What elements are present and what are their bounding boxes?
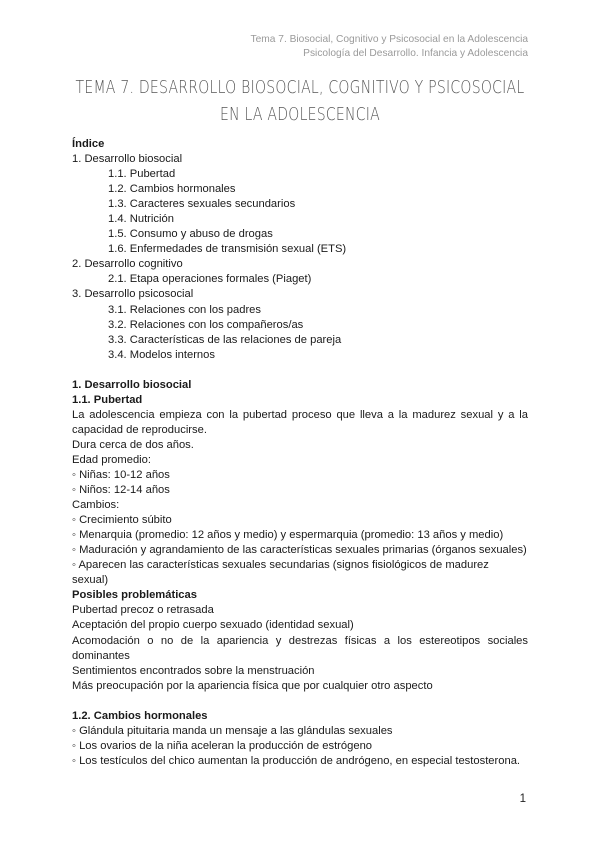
index-item: 2. Desarrollo cognitivo xyxy=(72,258,183,271)
bullet-item: ◦ Crecimiento súbito xyxy=(72,514,172,527)
header-subject: Psicología del Desarrollo. Infancia y Adolescencia xyxy=(303,48,528,59)
paragraph-line: dominantes xyxy=(72,649,130,662)
subsection-heading: 1.2. Cambios hormonales xyxy=(72,709,208,722)
index-item: 1.6. Enfermedades de transmisión sexual (ETS) xyxy=(108,243,347,256)
bullet-item: ◦ Los ovarios de la niña aceleran la producción de estrógeno xyxy=(72,739,373,752)
index-item: 1.2. Cambios hormonales xyxy=(108,183,236,196)
subsection-heading: 1.1. Pubertad xyxy=(72,393,143,406)
title-line-1: TEMA 7. DESARROLLO BIOSOCIAL, COGNITIVO Y PSICOSOCIAL xyxy=(75,77,525,98)
index-item: 1.4. Nutrición xyxy=(108,213,174,226)
document-body xyxy=(72,137,528,769)
section-heading: 1. Desarrollo biosocial xyxy=(72,378,192,391)
paragraph-line: Acomodación o no de la apariencia y destrezas físicas a los estereotipos sociales xyxy=(72,634,528,647)
index-heading: Índice xyxy=(72,138,105,150)
index-item: 3.4. Modelos internos xyxy=(108,348,215,361)
paragraph-line: Sentimientos encontrados sobre la menstruación xyxy=(72,664,315,677)
paragraph-line: La adolescencia empieza con la pubertad proceso que lleva a la madurez sexual y a la xyxy=(72,408,528,421)
label-text: Cambios: xyxy=(72,499,120,512)
bullet-item: ◦ Menarquia (promedio: 12 años y medio) y espermarquia (promedio: 13 años y medio) xyxy=(72,529,504,542)
bullet-item: ◦ Glándula pituitaria manda un mensaje a las glándulas sexuales xyxy=(72,724,393,737)
page-number: 1 xyxy=(519,793,526,805)
paragraph-line: capacidad de reproducirse. xyxy=(72,423,207,436)
paragraph-line: Pubertad precoz o retrasada xyxy=(72,604,214,617)
subsection-heading: Posibles problemáticas xyxy=(72,589,197,602)
index-item: 1.5. Consumo y abuso de drogas xyxy=(108,228,273,241)
paragraph-line: Dura cerca de dos años. xyxy=(72,438,194,451)
bullet-item: ◦ Maduración y agrandamiento de las características sexuales primarias (órganos sexuales) xyxy=(72,544,527,557)
index-item: 3. Desarrollo psicosocial xyxy=(72,288,194,301)
bullet-item: ◦ Los testículos del chico aumentan la producción de andrógeno, en especial testosterona. xyxy=(72,754,521,767)
bullet-item: ◦ Aparecen las características sexuales secundarias (signos fisiológicos de madurez sexual) xyxy=(72,559,489,587)
label-text: Edad promedio: xyxy=(72,453,151,466)
title-line-2: EN LA ADOLESCENCIA xyxy=(219,104,381,125)
document-title xyxy=(66,74,534,128)
spacer xyxy=(72,363,528,378)
paragraph-line: Aceptación del propio cuerpo sexuado (identidad sexual) xyxy=(72,619,354,632)
bullet-item: ◦ Niños: 12-14 años xyxy=(72,484,170,497)
header-course-topic: Tema 7. Biosocial, Cognitivo y Psicosocial en la Adolescencia xyxy=(250,34,528,45)
running-header xyxy=(251,33,528,61)
index-item: 1.1. Pubertad xyxy=(108,168,176,181)
index-item: 1. Desarrollo biosocial xyxy=(72,153,183,166)
index-item: 3.2. Relaciones con los compañeros/as xyxy=(108,318,304,331)
index-item: 3.1. Relaciones con los padres xyxy=(108,303,261,316)
spacer xyxy=(72,694,528,709)
paragraph-line: Más preocupación por la apariencia física que por cualquier otro aspecto xyxy=(72,679,433,692)
index-item: 3.3. Características de las relaciones de pareja xyxy=(108,333,342,346)
index-item: 1.3. Caracteres sexuales secundarios xyxy=(108,198,296,211)
bullet-item: ◦ Niñas: 10-12 años xyxy=(72,468,170,481)
index-item: 2.1. Etapa operaciones formales (Piaget) xyxy=(108,273,312,286)
